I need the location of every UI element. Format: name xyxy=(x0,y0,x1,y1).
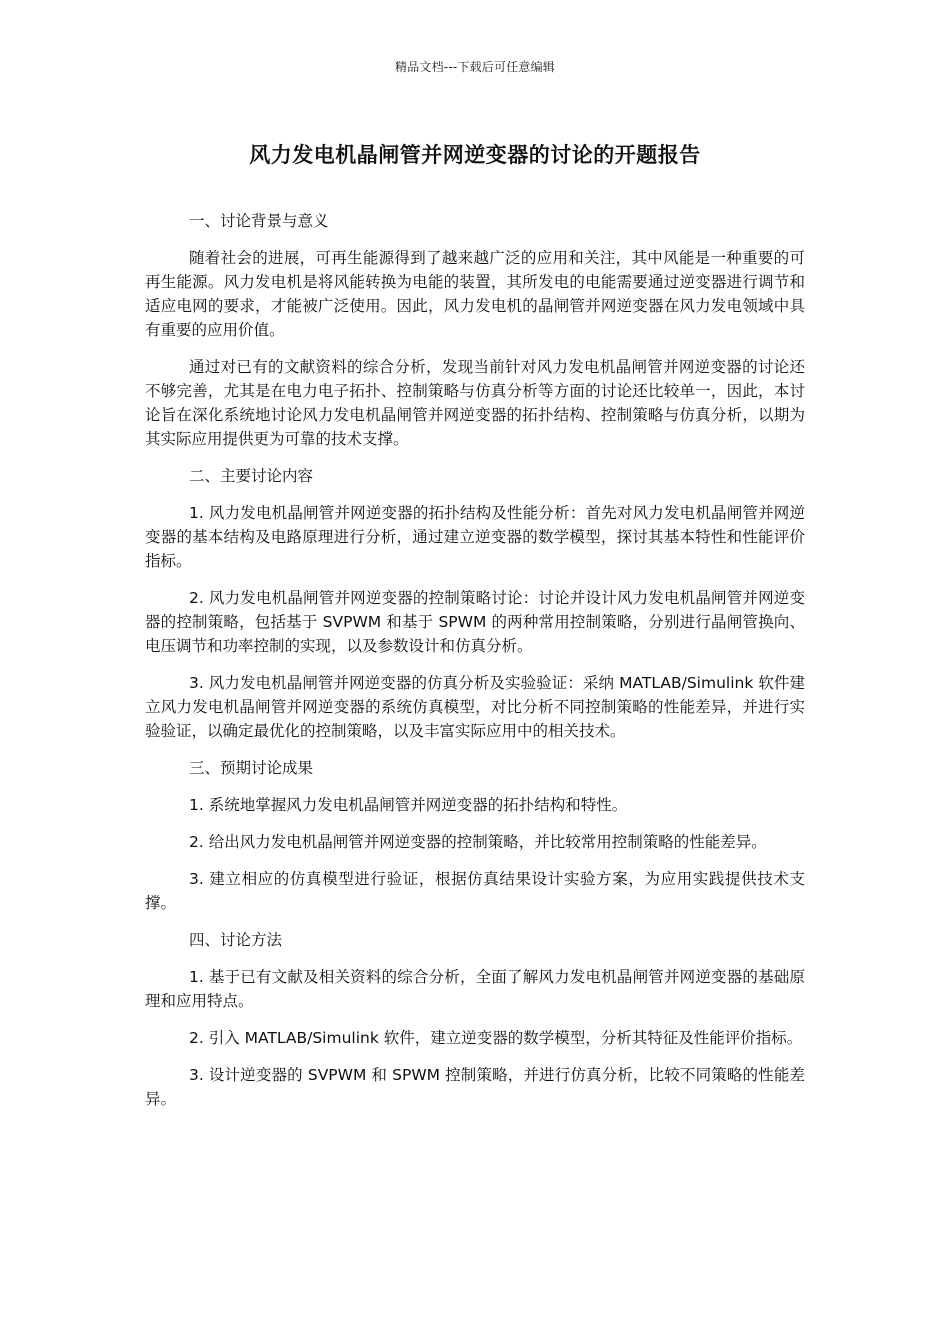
section-expected-results xyxy=(145,756,805,915)
paragraph: 通过对已有的文献资料的综合分析，发现当前针对风力发电机晶闸管并网逆变器的讨论还不够完善，尤其是在电力电子拓扑、控制策略与仿真分析等方面的讨论还比较单一，因此，本讨论旨在深化系统地讨论风力发电机晶闸管并网逆变器的拓扑结构、控制策略与仿真分析，以期为其实际应用提供更为可靠的技术支撑。 xyxy=(145,358,805,448)
section-heading: 三、预期讨论成果 xyxy=(189,759,314,777)
paragraph: 1. 基于已有文献及相关资料的综合分析，全面了解风力发电机晶闸管并网逆变器的基础原理和应用特点。 xyxy=(145,968,805,1010)
paragraph: 3. 建立相应的仿真模型进行验证，根据仿真结果设计实验方案，为应用实践提供技术支撑。 xyxy=(145,870,805,912)
paragraph: 1. 系统地掌握风力发电机晶闸管并网逆变器的拓扑结构和特性。 xyxy=(189,796,628,814)
paragraph: 3. 设计逆变器的 SVPWM 和 SPWM 控制策略，并进行仿真分析，比较不同策略的性能差异。 xyxy=(145,1066,805,1108)
paragraph: 2. 给出风力发电机晶闸管并网逆变器的控制策略，并比较常用控制策略的性能差异。 xyxy=(189,833,767,851)
paragraph: 2. 风力发电机晶闸管并网逆变器的控制策略讨论：讨论并设计风力发电机晶闸管并网逆变器的控制策略，包括基于 SVPWM 和基于 SPWM 的两种常用控制策略，分别进行晶闸管换向、电压调节和功率控制的实现，以及参数设计和仿真分析。 xyxy=(145,589,805,655)
section-heading: 一、讨论背景与意义 xyxy=(189,212,329,230)
section-heading: 四、讨论方法 xyxy=(189,931,283,949)
paragraph: 1. 风力发电机晶闸管并网逆变器的拓扑结构及性能分析：首先对风力发电机晶闸管并网逆变器的基本结构及电路原理进行分析，通过建立逆变器的数学模型，探讨其基本特性和性能评价指标。 xyxy=(145,504,805,570)
paragraph: 2. 引入 MATLAB/Simulink 软件，建立逆变器的数学模型，分析其特征及性能评价指标。 xyxy=(189,1029,803,1047)
section-heading: 二、主要讨论内容 xyxy=(189,467,314,485)
document-body xyxy=(145,209,805,1124)
section-methods xyxy=(145,928,805,1111)
paragraph: 随着社会的进展，可再生能源得到了越来越广泛的应用和关注，其中风能是一种重要的可再生能源。风力发电机是将风能转换为电能的装置，其所发电的电能需要通过逆变器进行调节和适应电网的要求，才能被广泛使用。因此，风力发电机的晶闸管并网逆变器在风力发电领域中具有重要的应用价值。 xyxy=(145,249,805,339)
section-main-content xyxy=(145,464,805,743)
paragraph: 3. 风力发电机晶闸管并网逆变器的仿真分析及实验验证：采纳 MATLAB/Simulink 软件建立风力发电机晶闸管并网逆变器的系统仿真模型，对比分析不同控制策略的性能差异，并进行实验验证，以确定最优化的控制策略，以及丰富实际应用中的相关技术。 xyxy=(145,674,805,740)
document-title: 风力发电机晶闸管并网逆变器的讨论的开题报告 xyxy=(249,143,701,167)
page-header: 精品文档---下载后可任意编辑 xyxy=(395,60,555,74)
section-background xyxy=(145,209,805,451)
